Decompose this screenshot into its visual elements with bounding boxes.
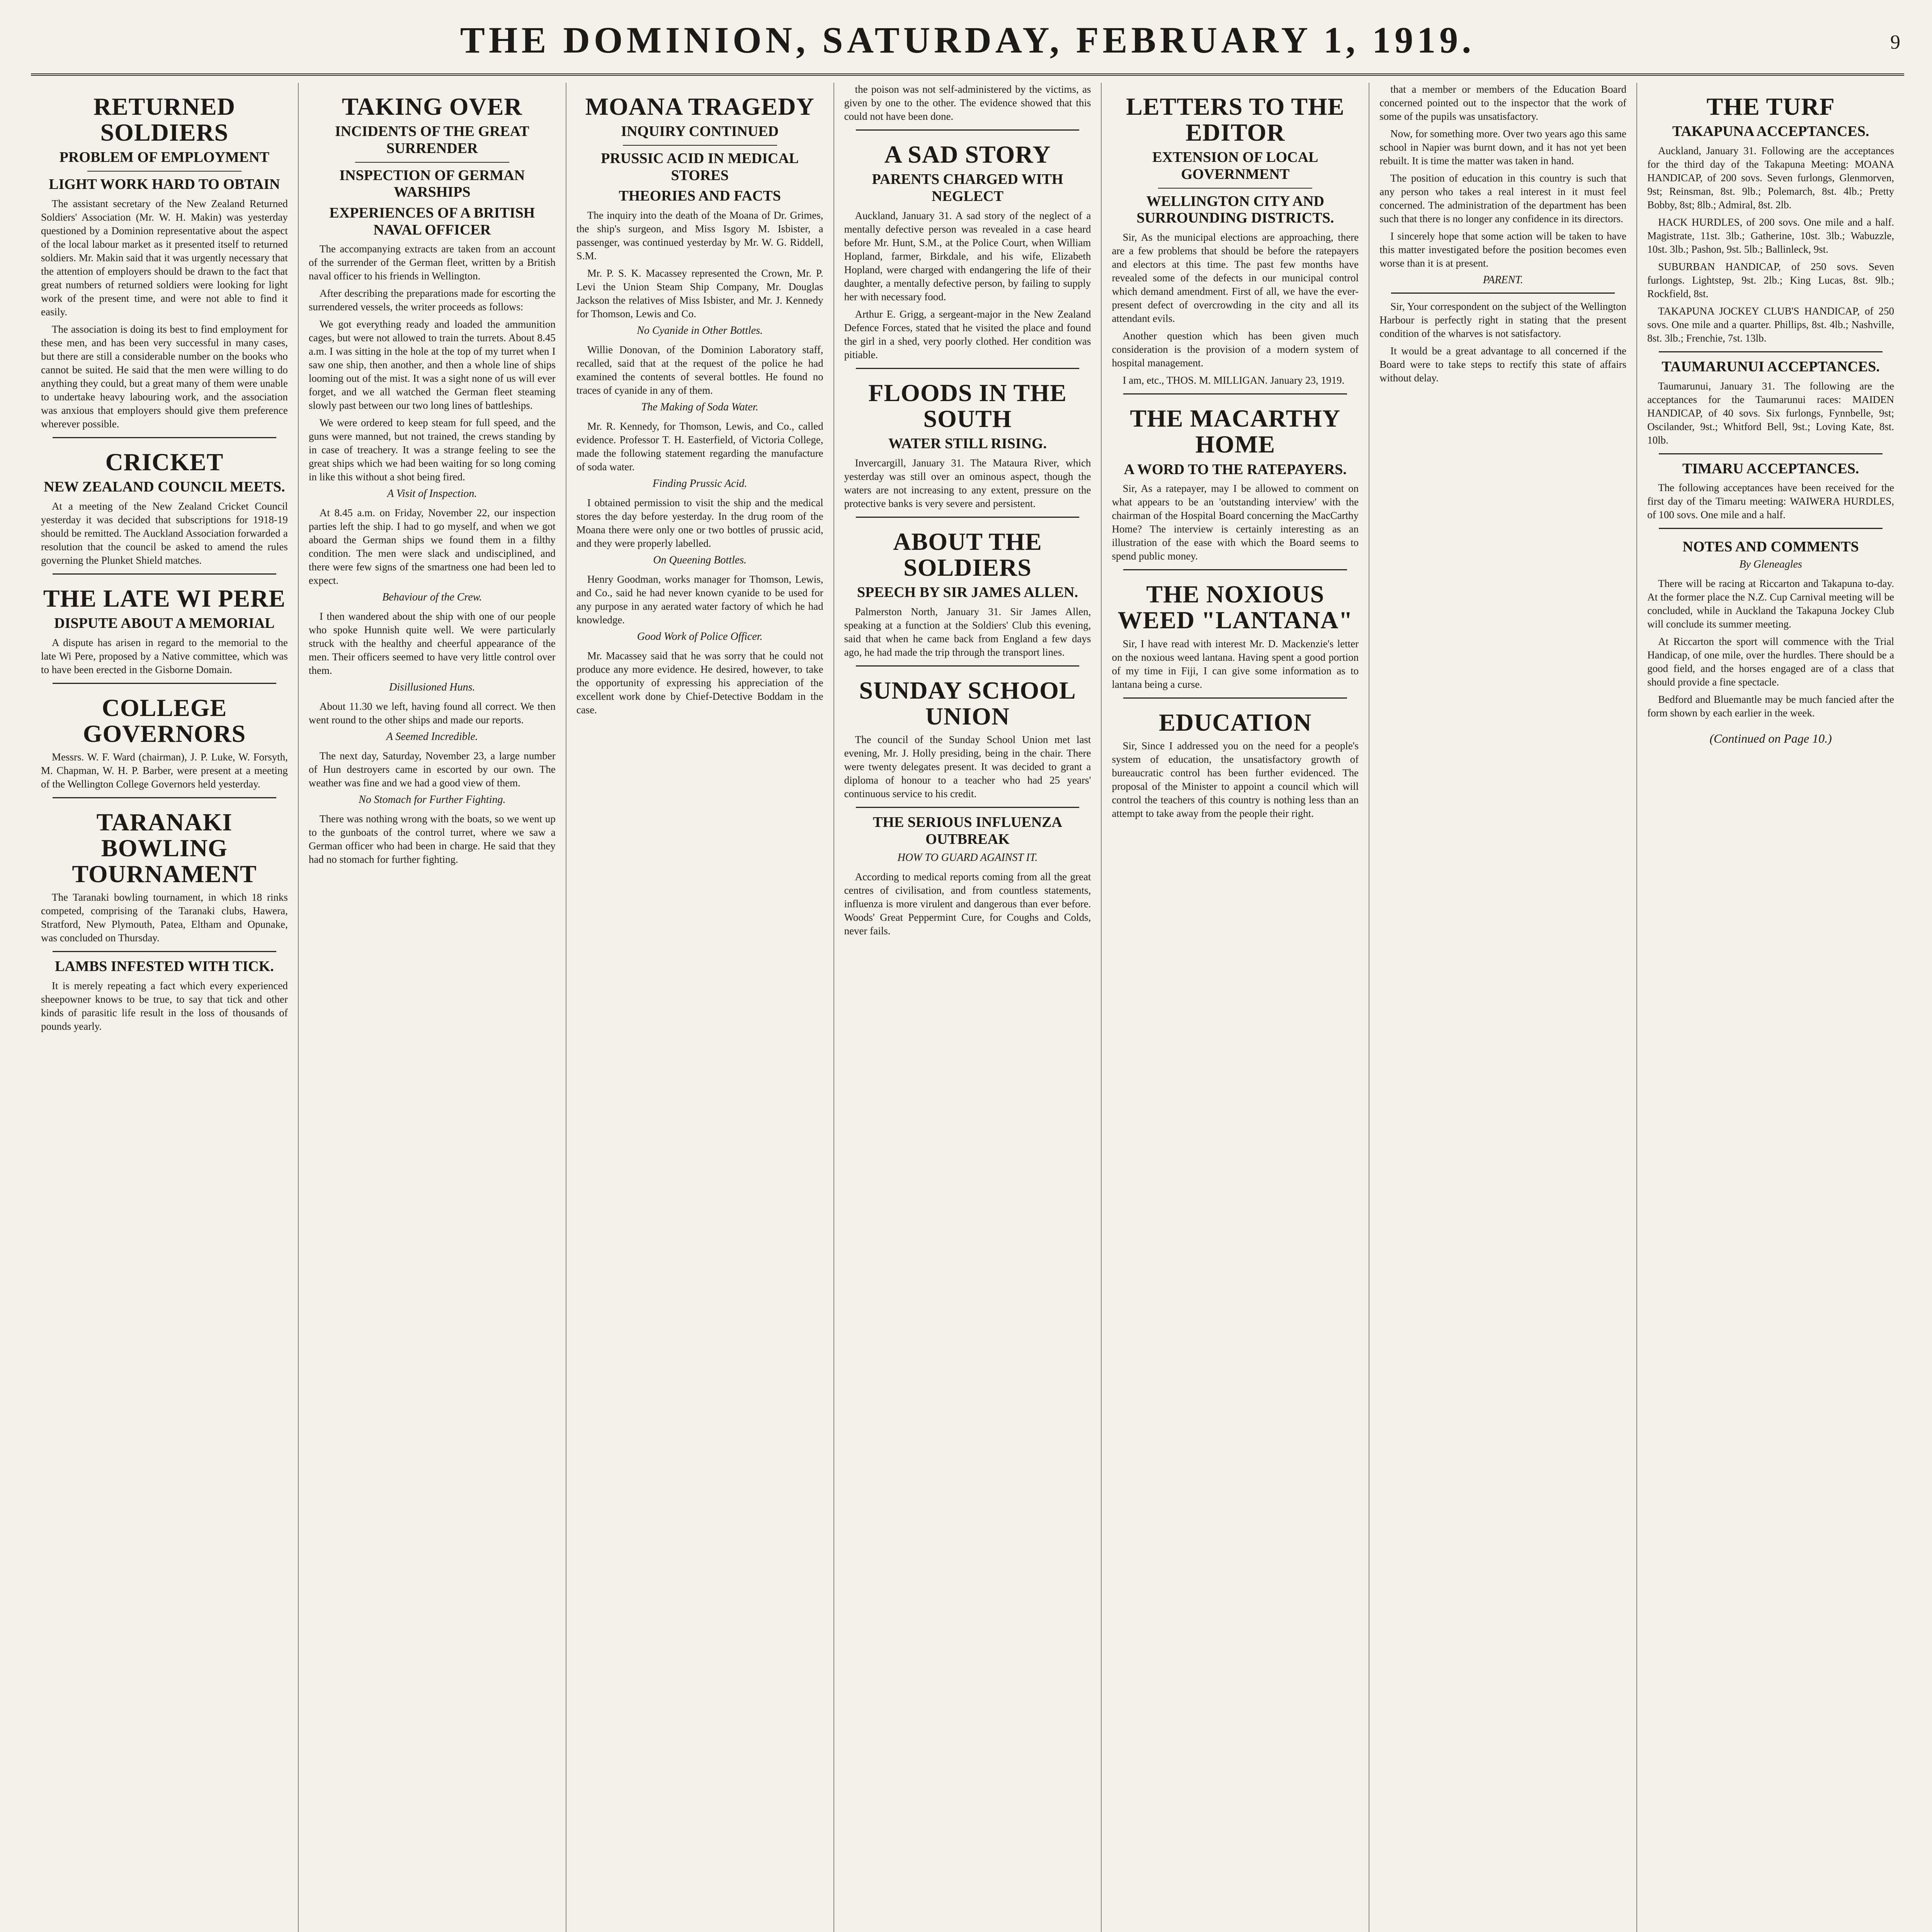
divider (623, 145, 777, 146)
headline-education: EDUCATION (1159, 708, 1312, 736)
paragraph: I sincerely hope that some action will be taken to have this matter investigated before the position becomes even worse than it is at present. (1379, 230, 1627, 269)
section-heading: Disillusioned Huns. (389, 681, 475, 694)
column-4 (834, 83, 1102, 1932)
paragraph: At Riccarton the sport will commence with the Trial Handicap, of one mile, over the hurdles. There should be a good field, and the horses engaged are of a class that should provide a fine spectacle. (1647, 636, 1895, 688)
subhead-influenza: THE SERIOUS INFLUENZA OUTBREAK (873, 814, 1062, 847)
paragraph: that a member or members of the Education Board concerned pointed out to the inspector that the work of some of the pupils was unsatisfactory. (1379, 83, 1627, 122)
section-heading: No Cyanide in Other Bottles. (637, 324, 763, 337)
column-1 (31, 83, 299, 1932)
paragraph: Messrs. W. F. Ward (chairman), J. P. Luke, W. Forsyth, M. Chapman, W. H. P. Barber, were present at a meeting of the Wellington College Governors held yesterday. (41, 751, 288, 790)
divider (856, 368, 1080, 369)
divider (53, 797, 276, 798)
divider (1123, 569, 1347, 570)
headline-about-soldiers: ABOUT THE SOLDIERS (893, 527, 1042, 581)
paragraph: Willie Donovan, of the Dominion Laboratory staff, recalled, said that at the request of the police he had examined the contents of several bottles. He found no traces of cyanide in any of them. (576, 344, 823, 396)
subhead: PRUSSIC ACID IN MEDICAL STORES (601, 150, 799, 184)
divider (1659, 528, 1883, 529)
subhead-lambs-tick: LAMBS INFESTED WITH TICK. (55, 958, 274, 975)
paragraph: Auckland, January 31. A sad story of the neglect of a mentally defective person was revealed in a case heard before Mr. Hunt, S.M., at the Police Court, when William Hopland, farmer, Birkdale, and his wife, Elizabeth Hopland, were charged with endangering the life of their daughter, a mentally defective person, by failing to supply her with necessary food. (844, 209, 1091, 303)
paragraph: The following acceptances have been received for the first day of the Timaru meeting: WAIWERA HURDLES, of 100 sovs. One mile and a half. (1647, 482, 1895, 521)
headline-taranaki-bowling: TARANAKI BOWLING TOURNAMENT (72, 808, 257, 888)
paragraph: the poison was not self-administered by the victims, as given by one to the other. The evidence showed that this could not have been done. (844, 83, 1091, 122)
subhead: PROBLEM OF EMPLOYMENT (59, 149, 270, 166)
divider (856, 517, 1080, 518)
divider (1123, 393, 1347, 395)
column-2 (299, 83, 566, 1932)
headline-sad-story: A SAD STORY (884, 141, 1051, 168)
subhead-taumarunui: TAUMARUNUI ACCEPTANCES. (1662, 358, 1880, 375)
column-7 (1637, 83, 1904, 1932)
subhead: TAKAPUNA ACCEPTANCES. (1672, 123, 1869, 140)
paragraph: At 8.45 a.m. on Friday, November 22, our inspection parties left the ship. I had to go myself, and when we got aboard the German ships we found them in a filthy condition. The men were slack and undisciplined, and there were few signs of the smartness one had been led to expect. (308, 507, 556, 587)
continued-note: (Continued on Page 10.) (1709, 731, 1832, 746)
divider (1123, 697, 1347, 699)
section-heading: A Visit of Inspection. (387, 488, 477, 500)
divider (856, 807, 1080, 808)
paragraph: I then wandered about the ship with one of our people who spoke Hunnish quite well. We were particularly struck with the healthy and cheerful appearance of the men. Their officers seemed to have very little control over them. (308, 611, 556, 677)
headline-noxious-weed: THE NOXIOUS WEED "LANTANA" (1117, 580, 1353, 634)
masthead (31, 15, 1904, 76)
headline-sunday-school: SUNDAY SCHOOL UNION (859, 676, 1076, 730)
page-number: 9 (1890, 31, 1900, 53)
subhead: INQUIRY CONTINUED (621, 123, 779, 140)
divider (1391, 293, 1615, 294)
subhead: LIGHT WORK HARD TO OBTAIN (49, 176, 280, 193)
masthead-title: THE DOMINION, SATURDAY, FEBRUARY 1, 1919. (460, 19, 1475, 61)
paragraph: Taumarunui, January 31. The following are the acceptances for the Taumarunui races: MAIDEN HANDICAP, of 40 sovs. Six furlongs, Fynnbelle, 9st; Oscilander, 9st.; Whitford Bell, 9st.; Loving Kate, 8st. 10lb. (1647, 380, 1895, 446)
signature: PARENT. (1483, 274, 1523, 286)
paragraph: Auckland, January 31. Following are the acceptances for the third day of the Takapuna Meeting: MOANA HANDICAP, of 200 sovs. Seven furlongs, Glenmorven, 9st; Reinsman, 8st. 9lb.; Polemarch, 8st. 4lb.; Pretty Bobby, 8st; 8lb.; Admiral, 8st. 2lb. (1647, 145, 1895, 211)
divider (1659, 351, 1883, 352)
paragraph: Arthur E. Grigg, a sergeant-major in the New Zealand Defence Forces, stated that he visited the place and found the girl in a shed, very poorly clothed. Her condition was pitiable. (844, 308, 1091, 361)
divider (53, 437, 276, 438)
paragraph: It would be a great advantage to all concerned if the Board were to take steps to rectify this state of affairs without delay. (1379, 345, 1627, 384)
section-heading: Good Work of Police Officer. (637, 630, 763, 643)
paragraph: Sir, Since I addressed you on the need for a people's system of education, the unsatisfactory growth of bureaucratic control has been further evidenced. The proposal of the Minister to appoint a council which will control the teachers of this country is nothing less than an attempt to take away from the people their right. (1112, 740, 1359, 819)
subhead: PARENTS CHARGED WITH NEGLECT (872, 171, 1063, 204)
subhead: WATER STILL RISING. (888, 435, 1047, 452)
headline-college-governors: COLLEGE GOVERNORS (83, 694, 246, 747)
divider (53, 573, 276, 575)
paragraph: According to medical reports coming from all the great centres of civilisation, and from countless statements, influenza is more virulent and dangerous than ever before. Woods' Great Peppermint Cure, for Coughs and Colds, never fails. (844, 871, 1091, 937)
paragraph: A dispute has arisen in regard to the memorial to the late Wi Pere, proposed by a Native committee, which was to have been erected in the Gisborne Domain. (41, 636, 288, 675)
byline: By Gleneagles (1739, 558, 1802, 571)
paragraph: TAKAPUNA JOCKEY CLUB'S HANDICAP, of 250 sovs. One mile and a quarter. Phillips, 8st. 4lb.; Nashville, 8st. 3lb.; Frenchie, 7st. 13lb. (1647, 305, 1895, 344)
divider (856, 665, 1080, 667)
divider (355, 162, 509, 163)
paragraph: At a meeting of the New Zealand Cricket Council yesterday it was decided that subscriptions for 1918-19 should be remitted. The Auckland Association forwarded a resolution that the council be asked to amend the rules governing the Plunket Shield matches. (41, 500, 288, 566)
paragraph: Henry Goodman, works manager for Thomson, Lewis, and Co., said he had never known cyanide to be used for any purpose in any aerated water factory of which he had knowledge. (576, 573, 823, 626)
divider (53, 951, 276, 952)
paragraph: After describing the preparations made for escorting the surrendered vessels, the writer proceeds as follows: (308, 287, 556, 313)
paragraph: There will be racing at Riccarton and Takapuna to-day. At the former place the N.Z. Cup Carnival meeting will be concluded, while in Auckland the Takapuna Jockey Club will conclude its summer meeting. (1647, 578, 1895, 630)
paragraph: It is merely repeating a fact which every experienced sheepowner knows to be true, to say that tick and other kinds of parasitic life result in the loss of thousands of pounds yearly. (41, 980, 288, 1032)
headline-taking-over: TAKING OVER (342, 93, 522, 120)
headline-the-turf: THE TURF (1706, 93, 1835, 120)
divider (53, 683, 276, 684)
column-3 (566, 83, 834, 1932)
headline-moana-tragedy: MOANA TRAGEDY (585, 93, 815, 120)
headline-floods-south: FLOODS IN THE SOUTH (868, 379, 1067, 432)
section-heading: On Queening Bottles. (653, 554, 747, 566)
paragraph: Another question which has been given much consideration is the provision of a modern system of hospital management. (1112, 330, 1359, 369)
subhead: INSPECTION OF GERMAN WARSHIPS (339, 167, 525, 201)
column-5 (1102, 83, 1369, 1932)
subhead: NEW ZEALAND COUNCIL MEETS. (44, 478, 285, 495)
paragraph: SUBURBAN HANDICAP, of 250 sovs. Seven furlongs. Lightstep, 9st. 2lb.; King Lucas, 8st. 9lb.; Rockfield, 8st. (1647, 260, 1895, 299)
paragraph: The assistant secretary of the New Zealand Returned Soldiers' Association (Mr. W. H. Makin) was yesterday questioned by a Dominion representative about the aspect of the local labour market as it presented itself to returned soldiers. Mr. Makin said that it was urgently necessary that the attention of employers should be drawn to the fact that great numbers of returned soldiers were looking for light work of the present time, and were not able to find it easily. (41, 197, 288, 318)
paragraph: Sir, Your correspondent on the subject of the Wellington Harbour is perfectly right in stating that the present condition of the wharves is not satisfactory. (1379, 301, 1627, 339)
paragraph: Bedford and Bluemantle may be much fancied after the form shown by each earlier in the week. (1647, 694, 1895, 719)
subhead: SPEECH BY SIR JAMES ALLEN. (857, 584, 1078, 600)
paragraph: The position of education in this country is such that any person who takes a real interest in it must feel concerned. The administration of the department has been such that there is no longer any confidence in its directors. (1379, 172, 1627, 224)
paragraph: Mr. Macassey said that he was sorry that he could not produce any more evidence. He desired, however, to take the opportunity of expressing his appreciation of the excellent work done by Chief-Detective Boddam in the case. (576, 650, 823, 716)
paragraph: Mr. P. S. K. Macassey represented the Crown, Mr. P. Levi the Union Steam Ship Company, Mr. Douglas Jackson the relatives of Miss Isbister, and Mr. J. Kennedy for Thomson, Lewis and Co. (576, 267, 823, 320)
divider (1158, 188, 1312, 189)
subhead: A WORD TO THE RATEPAYERS. (1124, 461, 1347, 478)
headline-notes-comments: NOTES AND COMMENTS (1682, 539, 1859, 555)
paragraph: The accompanying extracts are taken from an account of the surrender of the German fleet, written by a British naval officer to his friends in Wellington. (308, 243, 556, 282)
subhead: DISPUTE ABOUT A MEMORIAL (54, 615, 275, 631)
paragraph: We got everything ready and loaded the ammunition cages, but were not allowed to train the turrets. About 8.45 a.m. I was sitting in the hole at the top of my turret when I saw one ship, then another, and then a whole line of ships looming out of the mist. It was a sight none of us will ever forget, and we all watched the German fleet steaming slowly past between our two long lines of battleships. (308, 318, 556, 412)
paragraph: Palmerston North, January 31. Sir James Allen, speaking at a function at the Soldiers' Club this evening, said that when he came back from England a few days ago, he had made the trip through the transport lines. (844, 605, 1091, 658)
column-6 (1369, 83, 1637, 1932)
section-heading: Behaviour of the Crew. (382, 591, 482, 604)
divider (856, 129, 1080, 131)
paragraph: Sir, I have read with interest Mr. D. Mackenzie's letter on the noxious weed lantana. Having spent a good portion of my time in Fiji, I can give some information as to lantana being a curse. (1112, 638, 1359, 690)
section-heading: Finding Prussic Acid. (652, 477, 747, 490)
paragraph: Invercargill, January 31. The Mataura River, which yesterday was still over an ominous aspect, though the waters are not increasing to any extent, pressure on the protective banks is very severe and persistent. (844, 457, 1091, 509)
article-columns (31, 83, 1904, 1932)
paragraph: About 11.30 we left, having found all correct. We then went round to the other ships and made our reports. (308, 701, 556, 726)
paragraph: Sir, As the municipal elections are approaching, there are a few problems that should be before the ratepayers and electors at this time. The past few months have revealed some of the defects in our municipal control which demand amendment. First of all, we have the ever-present defect of overcrowding in the city and all its attendant evils. (1112, 231, 1359, 325)
paragraph: Mr. R. Kennedy, for Thomson, Lewis, and Co., called evidence. Professor T. H. Easterfield, of Victoria College, made the following statement regarding the manufacture of soda water. (576, 420, 823, 473)
headline-returned-soldiers: RETURNED SOLDIERS (93, 93, 235, 146)
section-heading: No Stomach for Further Fighting. (359, 794, 506, 806)
headline-macarthy-home: THE MACARTHY HOME (1130, 405, 1341, 458)
paragraph: We were ordered to keep steam for full speed, and the guns were manned, but not trained, the crews standing by in case of treachery. It was a strange feeling to see the great ships which we had been waiting for so long coming in like this without a shot being fired. (308, 417, 556, 483)
signature-line: I am, etc., THOS. M. MILLIGAN. January 23, 1919. (1122, 374, 1345, 386)
section-heading: The Making of Soda Water. (641, 401, 759, 413)
paragraph: Sir, As a ratepayer, may I be allowed to comment on what appears to be an 'outstanding interview' with the chairman of the Hospital Board concerning the MacCarthy Home? The interview is certainly interesting as an illustration of the ease with which the Board seems to spend public money. (1112, 483, 1359, 562)
paragraph: HACK HURDLES, of 200 sovs. One mile and a half. Magistrate, 11st. 3lb.; Gatherine, 10st. 3lb.; Wabuzzle, 10st. 3lb.; Pashon, 9st. 5lb.; Ballinleck, 9st. (1647, 216, 1895, 255)
subhead: INCIDENTS OF THE GREAT SURRENDER (335, 123, 529, 156)
paragraph: The next day, Saturday, November 23, a large number of Hun destroyers came in escorted by our own. The weather was fine and we had a good view of them. (308, 750, 556, 789)
subhead: WELLINGTON CITY AND SURROUNDING DISTRICTS. (1136, 193, 1334, 226)
headline-wi-pere: THE LATE WI PERE (43, 584, 286, 612)
paragraph: There was nothing wrong with the boats, so we went up to the gunboats of the control turret, where we saw a German officer who had been in charge. He said that they had no stomach for further fighting. (308, 813, 556, 866)
paragraph: The Taranaki bowling tournament, in which 18 rinks competed, comprising of the Taranaki clubs, Hawera, Stratford, New Plymouth, Patea, Eltham and Opunake, was concluded on Thursday. (41, 891, 288, 944)
divider (87, 171, 242, 172)
paragraph: The association is doing its best to find employment for these men, and has been very successful in many cases, but there are still a considerable number on the books who cannot be suited. He said that the men were willing to do anything they could, but a great many of them were unable to undertake heavy labouring work, and the association was anxious that employers should give them preference wherever possible. (41, 323, 288, 430)
divider (1659, 453, 1883, 454)
paragraph: The council of the Sunday School Union met last evening, Mr. J. Holly presiding, being in the chair. There were twenty delegates present. It was decided to grant a diploma of honour to a teacher who had 25 years' continuous service to his credit. (844, 734, 1091, 800)
subhead: THEORIES AND FACTS (619, 188, 781, 204)
subhead-timaru: TIMARU ACCEPTANCES. (1682, 460, 1859, 477)
paragraph: Now, for something more. Over two years ago this same school in Napier was burnt down, and it has not yet been rebuilt. It is time the matter was taken in hand. (1379, 128, 1627, 167)
headline-cricket: CRICKET (105, 448, 224, 476)
paragraph: I obtained permission to visit the ship and the medical stores the day before yesterday. In the drug room of the Moana there were only one or two bottles of prussic acid, and they were properly labelled. (576, 497, 823, 549)
section-heading: A Seemed Incredible. (386, 731, 478, 743)
paragraph: The inquiry into the death of the Moana of Dr. Grimes, the ship's surgeon, and Miss Isgory M. Isbister, a passenger, was continued yesterday by Mr. W. G. Riddell, S.M. (576, 209, 823, 262)
section-heading: HOW TO GUARD AGAINST IT. (897, 852, 1038, 864)
subhead: EXPERIENCES OF A BRITISH NAVAL OFFICER (329, 204, 535, 238)
headline-letters-editor: LETTERS TO THE EDITOR (1126, 93, 1345, 146)
subhead: EXTENSION OF LOCAL GOVERNMENT (1152, 149, 1318, 183)
